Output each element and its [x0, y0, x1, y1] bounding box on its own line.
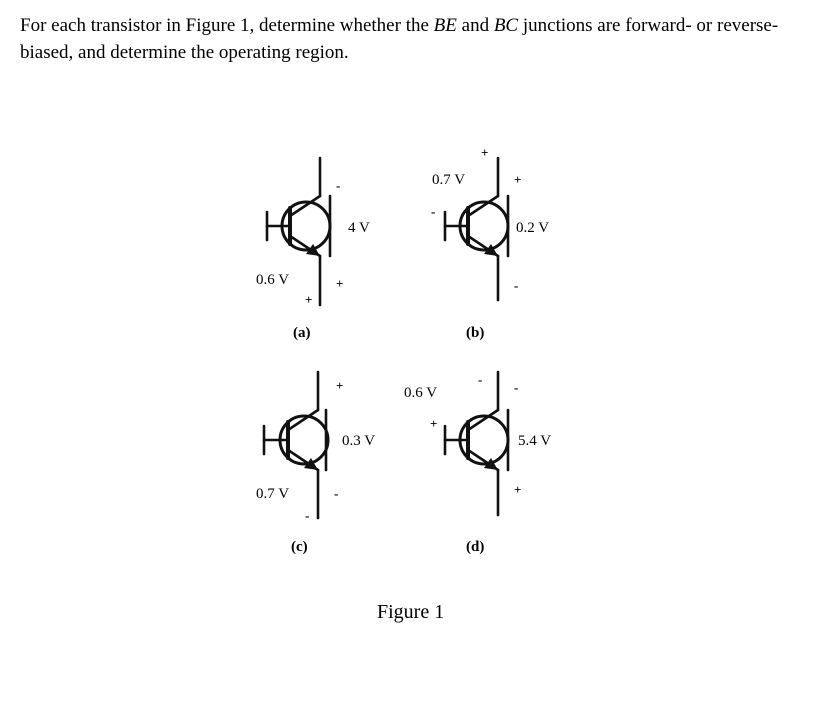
transistor-d-base-minus: -: [478, 372, 483, 387]
question-part-2: and: [456, 15, 494, 36]
transistor-a: [256, 158, 370, 341]
transistor-a-collector-minus: -: [336, 178, 341, 193]
transistor-a-voltage-collector: 4 V: [348, 220, 370, 236]
transistor-d-caption: (d): [466, 539, 485, 555]
question-part-3: junctions are forward- or reverse-biased, and determine the operating region.: [20, 15, 779, 63]
transistor-d: [404, 372, 551, 555]
transistor-a-base-plus: +: [305, 292, 313, 307]
bc-junction-term: BC: [493, 15, 519, 36]
transistor-b-voltage-collector: 0.2 V: [516, 220, 550, 236]
transistor-c-base-minus: -: [305, 508, 310, 523]
transistor-b-voltage-base: 0.7 V: [432, 172, 466, 188]
transistor-d-voltage-collector: 5.4 V: [518, 433, 552, 449]
question-part-1: For each transistor in Figure 1, determine whether the: [20, 15, 434, 36]
transistor-a-voltage-base: 0.6 V: [256, 272, 290, 288]
transistor-c-voltage-collector: 0.3 V: [342, 433, 376, 449]
transistor-b-base-minus: -: [431, 204, 436, 219]
transistor-b-collector-plus: +: [514, 172, 522, 187]
figure-caption: Figure 1: [377, 601, 445, 623]
transistor-c-emitter-minus: -: [334, 486, 339, 501]
transistor-c: [256, 372, 375, 555]
transistor-b-emitter-minus: -: [514, 278, 519, 293]
transistor-b-caption: (b): [466, 325, 485, 341]
transistor-d-voltage-base: 0.6 V: [404, 385, 438, 401]
transistor-c-voltage-base: 0.7 V: [256, 486, 290, 502]
transistor-d-base-plus: +: [430, 416, 438, 431]
transistor-a-emitter-plus: +: [336, 276, 344, 291]
transistor-d-emitter-plus: +: [514, 482, 522, 497]
transistor-d-collector-minus: -: [514, 380, 519, 395]
transistor-c-collector-plus: +: [336, 378, 344, 393]
transistor-a-caption: (a): [293, 325, 311, 341]
transistor-b-base-plus: +: [481, 145, 489, 160]
transistor-c-caption: (c): [291, 539, 308, 555]
transistor-b: [431, 145, 549, 341]
be-junction-term: BE: [433, 15, 457, 36]
